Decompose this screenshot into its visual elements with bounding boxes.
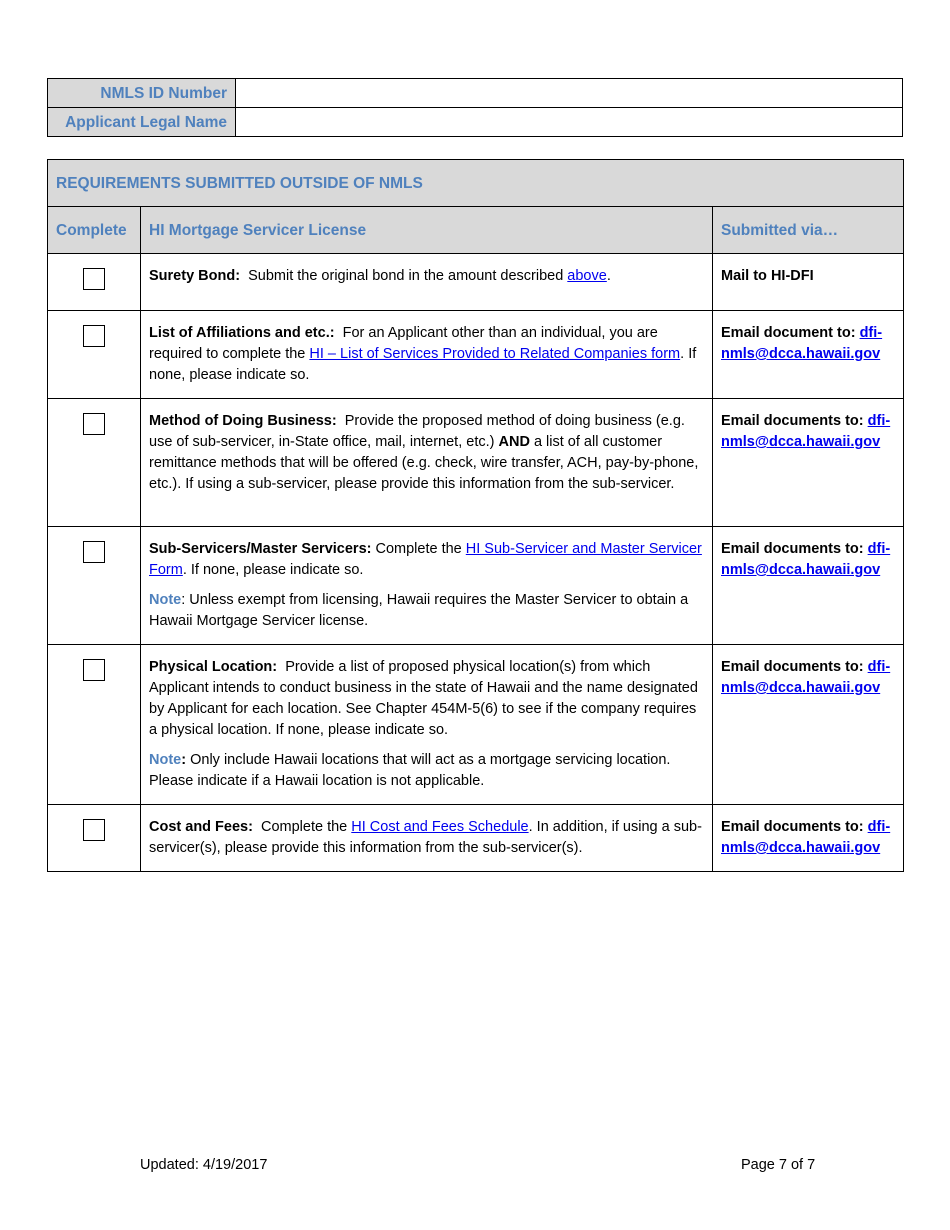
note-text: : Unless exempt from licensing, Hawaii requires the Master Servicer to obtain a Hawaii Mortgage Servicer license. xyxy=(149,592,689,629)
submitted-via-cell xyxy=(713,645,904,805)
requirements-title: REQUIREMENTS SUBMITTED OUTSIDE OF NMLS xyxy=(48,160,904,207)
submitted-via-mail: Mail to HI-DFI xyxy=(721,268,814,284)
email-link[interactable]: dfi-nmls@dcca.hawaii.gov xyxy=(721,325,883,362)
requirement-text: Complete the xyxy=(371,541,466,557)
physical-location-checkbox[interactable] xyxy=(83,659,105,681)
complete-cell xyxy=(48,311,141,399)
submitted-via-label: Email documents to: xyxy=(721,541,868,557)
nmls-id-label: NMLS ID Number xyxy=(48,79,236,108)
requirement-text-end: . xyxy=(606,268,611,284)
complete-cell xyxy=(48,399,141,527)
submitted-via-cell xyxy=(713,311,904,399)
sub-servicers-checkbox[interactable] xyxy=(83,541,105,563)
requirement-text-end: . If none, please indicate so. xyxy=(149,346,697,383)
requirement-row-physical-location xyxy=(48,645,904,805)
requirement-description xyxy=(141,399,713,527)
col-license-header: HI Mortgage Servicer License xyxy=(141,207,713,254)
requirement-row-affiliations xyxy=(48,311,904,399)
col-submitted-header: Submitted via… xyxy=(713,207,904,254)
note-text: Only include Hawaii locations that will act as a mortgage servicing location. Please indicate if a Hawaii location is not applicable. xyxy=(149,752,671,789)
requirement-title: Surety Bond: xyxy=(149,268,241,284)
nmls-id-field[interactable] xyxy=(236,79,903,108)
email-link[interactable]: dfi-nmls@dcca.hawaii.gov xyxy=(721,819,891,856)
nmls-row xyxy=(48,79,903,108)
affiliations-checkbox[interactable] xyxy=(83,325,105,347)
requirement-text: Provide the proposed method of doing business (e.g. use of sub-servicer, in-State office, mail, internet, etc.) xyxy=(149,413,685,450)
submitted-via-cell xyxy=(713,399,904,527)
requirement-description xyxy=(141,645,713,805)
submitted-via-cell xyxy=(713,527,904,645)
submitted-via-label: Email documents to: xyxy=(721,659,868,675)
related-companies-form-link[interactable]: HI – List of Services Provided to Related Companies form xyxy=(309,346,681,362)
requirement-text: Provide a list of proposed physical location(s) from which Applicant intends to conduct business in the state of Hawaii and the name designated by Applicant for each location. See Chapter 454M-5(6) to see if the company requires a physical location. If none, please indicate so. xyxy=(149,659,698,738)
sub-servicer-form-link[interactable]: HI Sub-Servicer and Master Servicer Form xyxy=(149,541,702,578)
submitted-via-cell xyxy=(713,254,904,311)
requirement-title: Method of Doing Business: xyxy=(149,413,337,429)
requirement-text-end: . In addition, if using a sub-servicer(s), please provide this information from the sub-servicer(s). xyxy=(149,819,702,856)
cost-fees-schedule-link[interactable]: HI Cost and Fees Schedule xyxy=(351,819,529,835)
requirement-text: Submit the original bond in the amount described xyxy=(248,268,568,284)
footer-page-number: Page 7 of 7 xyxy=(741,1157,816,1173)
requirement-row-surety-bond xyxy=(48,254,904,311)
requirement-title: Cost and Fees: xyxy=(149,819,253,835)
note-colon: : xyxy=(181,752,187,768)
requirement-text-end: . If none, please indicate so. xyxy=(182,562,364,578)
cost-and-fees-checkbox[interactable] xyxy=(83,819,105,841)
legal-name-row xyxy=(48,108,903,137)
complete-cell xyxy=(48,527,141,645)
submitted-via-label: Email document to: xyxy=(721,325,860,341)
requirements-table xyxy=(47,159,904,872)
above-link[interactable]: above xyxy=(567,268,607,284)
applicant-info-table xyxy=(47,78,903,137)
requirement-text: For an Applicant other than an individual, you are required to complete the xyxy=(149,325,658,362)
surety-bond-checkbox[interactable] xyxy=(83,268,105,290)
method-of-business-checkbox[interactable] xyxy=(83,413,105,435)
complete-cell xyxy=(48,254,141,311)
submitted-via-cell xyxy=(713,805,904,872)
requirement-text: Complete the xyxy=(261,819,352,835)
column-header-row xyxy=(48,207,904,254)
requirement-row-sub-servicers xyxy=(48,527,904,645)
note-label: Note xyxy=(149,592,182,608)
footer-updated: Updated: 4/19/2017 xyxy=(140,1157,268,1173)
submitted-via-label: Email documents to: xyxy=(721,413,868,429)
requirements-title-row xyxy=(48,160,904,207)
complete-cell xyxy=(48,805,141,872)
requirement-title: List of Affiliations and etc.: xyxy=(149,325,335,341)
submitted-via-label: Email documents to: xyxy=(721,819,868,835)
legal-name-label: Applicant Legal Name xyxy=(48,108,236,137)
requirement-title: Physical Location: xyxy=(149,659,278,675)
requirement-text-end: a list of all customer remittance methods that will be offered (e.g. check, wire transfer, ACH, pay-by-phone, etc.). If using a sub-servicer, please provide this information from the sub-servicer. xyxy=(149,434,699,492)
requirement-description xyxy=(141,311,713,399)
requirement-title: Sub-Servicers/Master Servicers: xyxy=(149,541,372,557)
email-link[interactable]: dfi-nmls@dcca.hawaii.gov xyxy=(721,413,891,450)
note-label: Note xyxy=(149,752,182,768)
and-emphasis: AND xyxy=(498,434,530,450)
email-link[interactable]: dfi-nmls@dcca.hawaii.gov xyxy=(721,541,891,578)
requirement-description xyxy=(141,527,713,645)
requirement-description xyxy=(141,805,713,872)
email-link[interactable]: dfi-nmls@dcca.hawaii.gov xyxy=(721,659,891,696)
legal-name-field[interactable] xyxy=(236,108,903,137)
requirement-row-cost-and-fees xyxy=(48,805,904,872)
col-complete-header: Complete xyxy=(48,207,141,254)
requirement-description xyxy=(141,254,713,311)
complete-cell xyxy=(48,645,141,805)
requirement-row-method-of-business xyxy=(48,399,904,527)
